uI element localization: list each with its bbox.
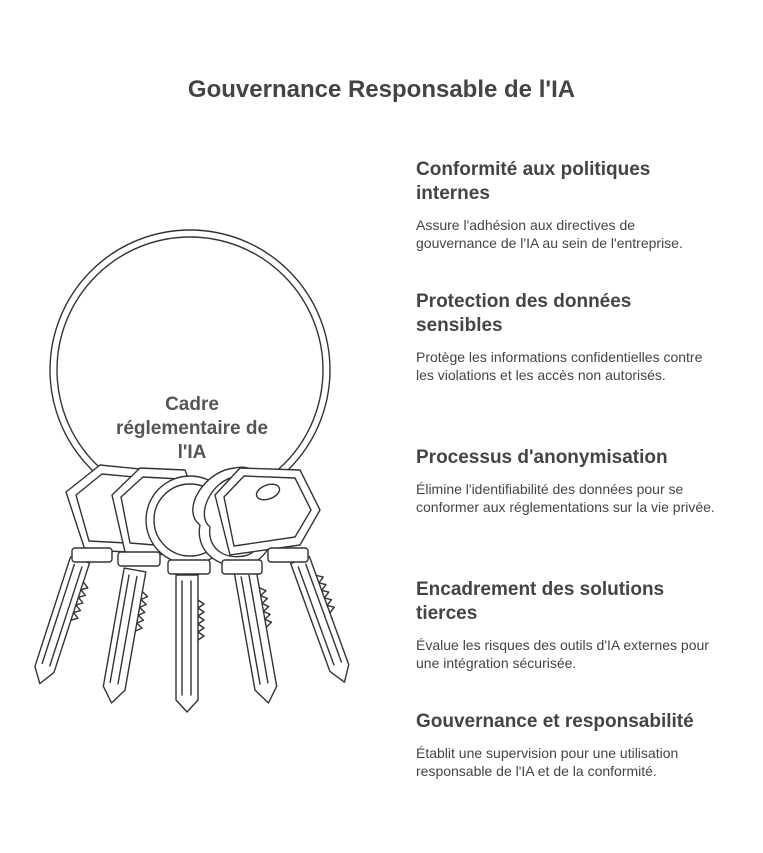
item-heading: Encadrement des solutions tierces [416, 579, 665, 624]
item-heading: Gouvernance et responsabilité [416, 711, 694, 732]
key-5-icon [291, 555, 360, 686]
item-heading: Processus d'anonymisation [416, 447, 668, 468]
key-4-icon [234, 567, 285, 705]
key-3-icon [176, 575, 204, 712]
key-1-icon [30, 557, 95, 689]
item-third-party [416, 578, 716, 672]
item-description: Assure l'adhésion aux directives de gouvernance de l'IA au sein de l'entreprise. [416, 217, 683, 251]
item-sensitive-data [416, 290, 716, 384]
item-description: Établit une supervision pour une utilisation responsable de l'IA et de la conformité. [416, 745, 679, 779]
center-label: Cadre réglementaire de l'IA [115, 394, 269, 463]
item-internal-policies [416, 158, 716, 252]
item-heading: Protection des données sensibles [416, 291, 632, 336]
item-description: Élimine l'identifiabilité des données pour se conformer aux réglementations sur la vie privée. [416, 481, 715, 515]
item-description: Protège les informations confidentielles contre les violations et les accès non autorisés. [416, 349, 703, 383]
key-2-icon [101, 568, 152, 706]
item-governance [416, 710, 716, 780]
item-description: Évalue les risques des outils d'IA externes pour une intégration sécurisée. [416, 637, 709, 671]
key-head-5 [215, 468, 320, 562]
diagram-title: Gouvernance Responsable de l'IA [187, 76, 576, 103]
key-ring [50, 230, 330, 510]
item-heading: Conformité aux politiques internes [416, 159, 651, 204]
item-anonymisation [416, 446, 716, 516]
